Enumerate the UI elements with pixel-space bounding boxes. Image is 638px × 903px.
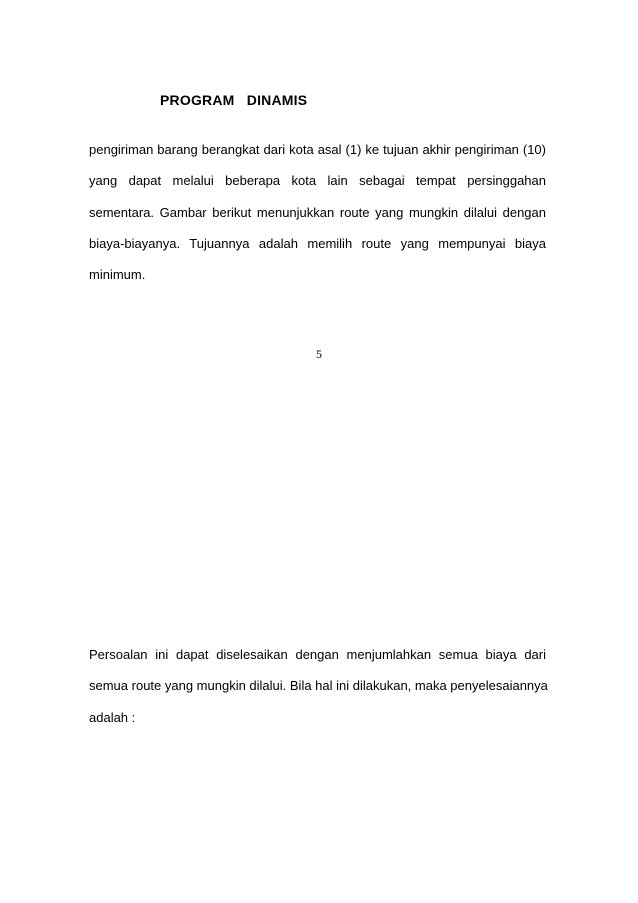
paragraph-line: biaya-biayanya. Tujuannya adalah memilih route yang mempunyai biaya: [89, 235, 546, 251]
paragraph-line: sementara. Gambar berikut menunjukkan route yang mungkin dilalui dengan: [89, 204, 546, 220]
solution-paragraph: [89, 646, 546, 740]
paragraph-line: yang dapat melalui beberapa kota lain sebagai tempat persinggahan: [89, 173, 546, 189]
paragraph-line: minimum.: [89, 267, 146, 283]
paragraph-line: Persoalan ini dapat diselesaikan dengan menjumlahkan semua biaya dari: [89, 647, 546, 662]
paragraph-line: pengiriman barang berangkat dari kota asal (1) ke tujuan akhir pengiriman (10): [89, 142, 546, 157]
paragraph-line: adalah :: [89, 709, 136, 725]
page-number: 5: [316, 347, 322, 361]
page-title: PROGRAM DINAMIS: [160, 92, 308, 108]
intro-paragraph: [89, 141, 546, 297]
paragraph-line: semua route yang mungkin dilalui. Bila hal ini dilakukan, maka penyelesaiannya: [89, 678, 548, 694]
